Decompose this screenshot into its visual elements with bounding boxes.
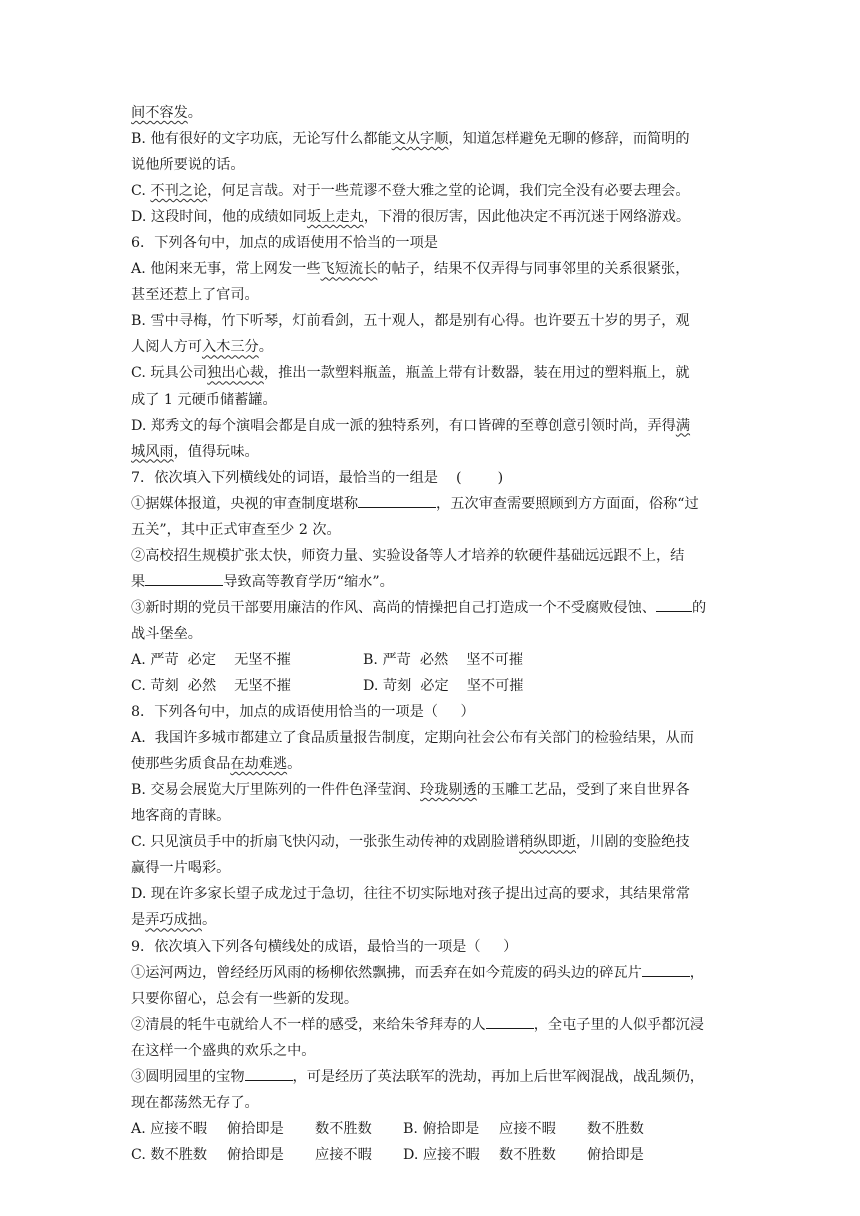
text-line [131,1090,731,1116]
text-span: 。 [201,912,217,929]
text-span: 6．下列各句中，加点的成语使用不恰当的一项是 [131,235,438,252]
text-line [131,204,731,230]
text-line [131,517,731,543]
text-span: ②清晨的牦牛屯就给人不一样的感受，来给朱爷拜寿的人 [131,1016,486,1033]
text-span: 果 [131,573,146,590]
fill-blank [245,1066,293,1081]
emphasized-idiom: 满 [675,417,691,434]
text-line [131,152,731,178]
text-span: 的帖子，结果不仅弄得与同事邻里的关系很紧张， [377,261,690,278]
text-line [131,491,731,517]
text-span: 的 [691,599,707,616]
text-span: ③新时期的党员干部要用廉洁的作风、高尚的情操把自己打造成一个不受腐败侵蚀、 [131,599,656,616]
text-line [131,673,731,699]
text-span: 。 [287,756,302,773]
text-line [131,543,731,569]
text-line [131,1142,731,1168]
text-line [131,725,731,751]
text-span: ①运河两边，曾经经历风雨的杨柳依然飘拂，而丢弃在如今荒废的码头边的碎瓦片 [131,964,642,981]
text-line [131,829,731,855]
text-line [131,100,731,126]
text-span: 在这样一个盛典的欢乐之中。 [131,1042,316,1059]
text-line [131,1038,731,1064]
answer-option: 应接不暇 [315,1146,372,1163]
text-span: B. 雪中寻梅，竹下听琴，灯前看剑，五十观人，都是别有心得。也许要五十岁的男子，观 [131,313,690,330]
text-span: 使那些劣质食品 [131,756,231,773]
emphasized-idiom: 入木三分 [201,339,259,356]
emphasized-idiom: 城风雨 [131,443,174,460]
text-line [131,256,731,282]
answer-option: 俯拾即是 [227,1146,284,1163]
text-span: 俯拾即是 [587,1146,644,1163]
text-span: ③圆明园里的宝物 [131,1068,245,1085]
text-span: 是 [131,912,146,929]
text-span: 导致高等教育学历“缩水”。 [223,573,394,590]
text-span: B. 交易会展览大厅里陈列的一件件色泽莹润、 [131,782,421,799]
text-span: A. 我国许多城市都建立了食品质量报告制度，定期向社会公布有关部门的检验结果，从而 [131,730,694,747]
text-span: B. 他有很好的文字功底，无论写什么都能 [131,131,392,148]
text-line [131,699,731,725]
text-span: C. 玩具公司 [131,365,208,382]
text-line [131,569,731,595]
text-span: 数不胜数 [587,1120,644,1137]
emphasized-idiom: 稍纵即逝 [519,834,577,851]
text-span: 甚至还惹上了官司。 [131,287,259,304]
answer-option: 应接不暇 [499,1120,556,1137]
text-line [131,986,731,1012]
text-span: 说他所要说的话。 [131,157,245,174]
fill-blank [656,597,692,612]
answer-option: 俯拾即是 [227,1120,284,1137]
text-line [131,934,731,960]
text-line [131,178,731,204]
document-page [131,100,731,1168]
text-line [131,282,731,308]
text-span: C. [131,183,151,200]
text-line [131,126,731,152]
answer-option: D. 应接不暇 [403,1146,480,1163]
emphasized-idiom: 飞短流长 [320,261,378,278]
fill-blank [642,961,690,976]
text-span: ，川剧的变脸绝技 [576,834,690,851]
text-line [131,777,731,803]
text-span: 。 [187,105,202,121]
emphasized-idiom: 独出心裁 [207,365,264,382]
fill-blank [486,1013,534,1028]
text-span: 。 [258,339,273,356]
text-span: 7．依次填入下列横线处的词语，最恰当的一组是 ( ) [131,469,504,486]
fill-blank [145,571,223,586]
text-line [131,413,731,439]
text-span: 现在都荡然无存了。 [131,1094,259,1111]
text-span: ，下滑的很厉害，因此他决定不再沉迷于网络游戏。 [363,209,691,226]
text-line [131,647,731,673]
text-line [131,360,731,386]
text-line [131,1012,731,1038]
fill-blank [358,493,436,508]
text-line [131,1116,731,1142]
text-span: 8．下列各句中，加点的成语使用恰当的一项是（ ） [131,704,475,721]
text-line [131,334,731,360]
answer-option: 数不胜数 [315,1120,372,1137]
text-line [131,907,731,933]
text-span: ，何足言哉。对于一些荒谬不登大雅之堂的论调，我们完全没有必要去理会。 [207,183,690,200]
emphasized-idiom: 坂上走丸 [306,209,364,226]
text-span: D. 郑秀文的每个演唱会都是自成一派的独特系列，有口皆碑的至尊创意引领时尚，弄得 [131,417,676,434]
text-line [131,881,731,907]
answer-option: A. 严苛 必定 无坚不摧 [131,651,291,668]
emphasized-idiom: 文从字顺 [391,131,449,148]
text-span: ，全屯子里的人似乎都沉浸 [533,1016,704,1033]
text-line [131,387,731,413]
text-span: ，值得玩味。 [173,443,259,460]
text-span: B. 严苛 必然 坚不可摧 [363,651,524,668]
text-span: 的玉雕工艺品，受到了来自世界各 [476,782,690,799]
text-line [131,751,731,777]
emphasized-idiom: 不刊之论 [150,183,208,200]
text-span: 人阅人方可 [131,339,202,356]
text-span: 9．依次填入下列各句横线处的成语，最恰当的一项是（ ） [131,938,518,955]
text-span: 战斗堡垒。 [131,625,202,642]
answer-option: 数不胜数 [499,1146,556,1163]
emphasized-idiom: 间不容发 [131,105,188,121]
text-line [131,439,731,465]
text-span: D. 这段时间，他的成绩如同 [131,209,307,226]
text-span: A. 他闲来无事，常上网发一些 [131,261,321,278]
text-span: ，知道怎样避免无聊的修辞，而简明的 [448,131,690,148]
text-line [131,855,731,881]
text-span: 成了 1 元硬币储蓄罐。 [131,391,277,408]
text-line [131,960,731,986]
emphasized-idiom: 弄巧成拙 [145,912,202,929]
text-line [131,308,731,334]
text-span: ，推出一款塑料瓶盖，瓶盖上带有计数器，装在用过的塑料瓶上，就 [263,365,690,382]
text-line [131,465,731,491]
text-span: 五关”，其中正式审查至少 2 次。 [131,521,341,538]
text-line [131,230,731,256]
answer-option: C. 苛刻 必然 无坚不摧 [131,678,291,695]
text-span: D. 现在许多家长望子成龙过于急切，往往不切实际地对孩子提出过高的要求，其结果常常 [131,886,691,903]
text-span: ②高校招生规模扩张太快，师资力量、实验设备等人才培养的软硬件基础远远跟不上，结 [131,547,685,564]
text-span: 地客商的青睐。 [131,808,231,825]
emphasized-idiom: 在劫难逃 [230,756,288,773]
text-line [131,1064,731,1090]
text-span: D. 苛刻 必定 坚不可摧 [363,678,524,695]
text-span: C. 只见演员手中的折扇飞快闪动，一张张生动传神的戏剧脸谱 [131,834,520,851]
emphasized-idiom: 玲珑剔透 [420,782,477,799]
text-span: ， [689,964,704,981]
text-line [131,595,731,621]
answer-option: C. 数不胜数 [131,1146,208,1163]
text-span: ，可是经历了英法联军的洗劫，再加上后世军阀混战，战乱频仍， [292,1068,704,1085]
text-span: 只要你留心，总会有一些新的发现。 [131,990,359,1007]
text-span: ，五次审查需要照顾到方方面面，俗称“过 [436,495,699,512]
answer-option: B. 俯拾即是 [403,1120,480,1137]
text-line [131,803,731,829]
text-span: 赢得一片喝彩。 [131,860,231,877]
text-line [131,621,731,647]
answer-option: A. 应接不暇 [131,1120,208,1137]
text-span: ①据媒体报道，央视的审查制度堪称 [131,495,359,512]
